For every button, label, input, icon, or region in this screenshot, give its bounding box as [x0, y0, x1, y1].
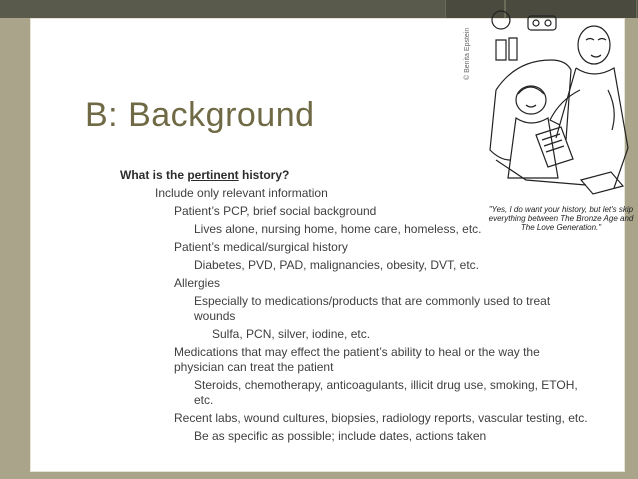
bullet-item — [120, 258, 590, 273]
bullet-text: Allergies — [174, 276, 221, 290]
bullet-item — [120, 429, 590, 444]
bullet-text: Medications that may effect the patient’s ability to heal or the way the physician can treat the patient — [174, 345, 540, 374]
bullet-text: Especially to medications/products that are commonly used to treat wounds — [194, 294, 551, 323]
bullet-text: Steroids, chemotherapy, anticoagulants, illicit drug use, smoking, ETOH, etc. — [194, 378, 578, 407]
bullet-emphasis: pertinent — [187, 168, 239, 182]
bullet-item — [120, 327, 590, 342]
bullet-text: Patient’s medical/surgical history — [174, 240, 348, 254]
bullet-text: history? — [238, 168, 290, 182]
slide-title: B: Background — [85, 96, 315, 134]
bullet-text: Diabetes, PVD, PAD, malignancies, obesity, DVT, etc. — [194, 258, 480, 272]
bullet-item — [120, 276, 590, 291]
cartoon-credit: © Benita Epstein — [464, 27, 471, 80]
bullet-text: What is the — [120, 168, 188, 182]
bullet-item — [120, 411, 590, 426]
cartoon-caption: "Yes, I do want your history, but let's skip everything between The Bronze Age and The Love Generation." — [488, 205, 634, 232]
wall-clock-icon — [528, 16, 556, 30]
wall-mirror-icon — [492, 11, 510, 29]
cartoon-illustration — [476, 10, 636, 210]
bullet-text: Patient’s PCP, brief social background — [174, 204, 377, 218]
bullet-item — [120, 294, 590, 324]
bullet-text: Lives alone, nursing home, home care, homeless, etc. — [194, 222, 482, 236]
bullet-item — [120, 378, 590, 408]
bullet-text: Be as specific as possible; include dates, actions taken — [194, 429, 487, 443]
bullet-text: Include only relevant information — [155, 186, 328, 200]
bullet-text: Recent labs, wound cultures, biopsies, radiology reports, vascular testing, etc. — [174, 411, 588, 425]
bullet-item — [120, 345, 590, 375]
bullet-text: Sulfa, PCN, silver, iodine, etc. — [212, 327, 371, 341]
bullet-item — [120, 240, 590, 255]
